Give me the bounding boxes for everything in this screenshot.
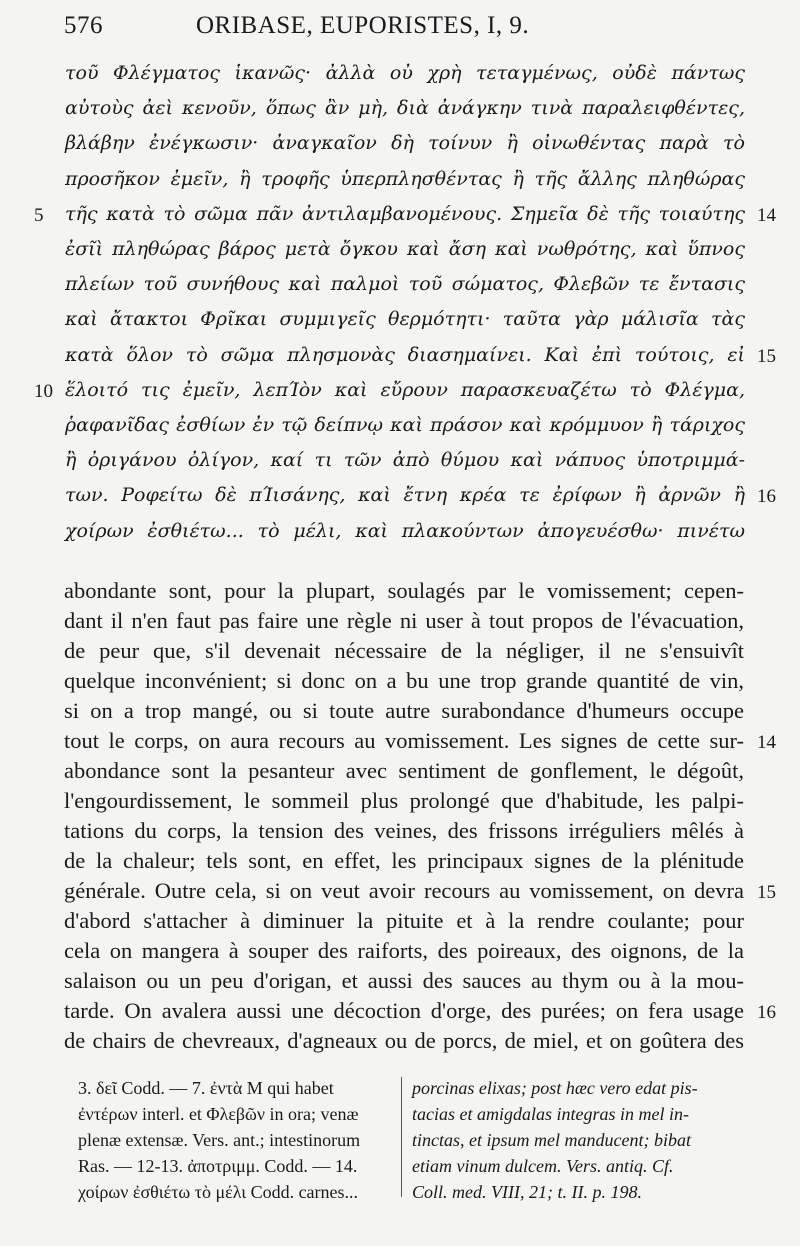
french-line: de peur que, s'il devenait nécessaire de la négliger, il ne s'ensuivît — [64, 638, 744, 663]
footnote-column-divider — [401, 1077, 402, 1197]
footnote-line: plenæ extensæ. Vers. ant.; intestinorum — [78, 1130, 361, 1150]
greek-line: αὐτοὺς ἀεὶ κενοῦν, ὅπως ἂν μὴ, διὰ ἀνάγκην τινὰ παραλειφθέντες, — [65, 97, 745, 120]
greek-line: τῆς κατὰ τὸ σῶμα πᾶν ἀντιλαμβανομένους. Σημεῖα δὲ τῆς τοιαύτης — [65, 202, 745, 225]
page-number: 576 — [64, 12, 103, 39]
french-line: tarde. On avalera aussi une décoction d'orge, des purées; on fera usage — [64, 998, 744, 1023]
footnote-line: Ras. — 12-13. ἀποτριμμ. Codd. — 14. — [78, 1156, 358, 1176]
section-number: 14 — [757, 204, 776, 226]
french-line: de la chaleur; tels sont, en effet, les principaux signes de la plénitude — [64, 848, 744, 873]
greek-line: κατὰ ὅλον τὸ σῶμα πλησμονὰς διασημαίνει. Καὶ ἐπὶ τούτοις, εἰ — [65, 343, 745, 366]
french-line: de chairs de chevreaux, d'agneaux ou de porcs, de miel, et on goûtera des — [64, 1028, 744, 1053]
french-line: tout le corps, on aura recours au vomissement. Les signes de cette sur- — [64, 728, 744, 753]
section-number: 16 — [757, 1002, 776, 1023]
greek-line: προσῆκον ἐμεῖν, ἢ τροφῆς ὑπερπλησθέντας ἢ τῆς ἄλλης πληθώρας — [65, 167, 745, 190]
section-number: 14 — [757, 732, 776, 753]
greek-line: των. Ροφείτω δὲ πΊισάνης, καὶ ἔτνη κρέα τε ἐρίφων ἢ ἀρνῶν ἢ — [65, 484, 745, 507]
greek-line: ἢ ὀριγάνου ὀλίγον, καί τι τῶν ἀπὸ θύμου καὶ νάπυος ὑποτριμμά- — [65, 449, 745, 472]
section-number: 16 — [757, 486, 776, 508]
french-line: abondance sont la pesanteur avec sentiment de gonflement, le dégoût, — [64, 758, 744, 783]
footnote-line: ἐντέρων interl. et Φλεβῶν in ora; venæ — [78, 1104, 359, 1124]
footnotes-left-column — [78, 1075, 400, 1205]
greek-line: ῥαφανῖδας ἐσθίων ἐν τῷ δείπνῳ καὶ πράσον καὶ κρόμμυον ἢ τάριχος — [65, 414, 745, 436]
section-number: 15 — [757, 345, 776, 367]
greek-line: βλάβην ἐνέγκωσιν· ἀναγκαῖον δὴ τοίνυν ἢ οἰνωθέντας παρὰ τὸ — [65, 132, 745, 155]
french-line: cela on mangera à souper des raiforts, des poireaux, des oignons, de la — [64, 938, 744, 963]
french-line: si on a trop mangé, ou si toute autre surabondance d'humeurs occupe — [64, 698, 744, 723]
greek-line: πλείων τοῦ συνήθους καὶ παλμοὶ τοῦ σώματος, Φλεβῶν τε ἔντασις — [65, 273, 745, 296]
footnotes — [64, 1075, 754, 1235]
page-header — [64, 12, 624, 46]
footnote-line: tacias et amigdalas integras in mel in- — [412, 1104, 689, 1124]
section-number: 15 — [757, 882, 776, 903]
footnote-line: tinctas, et ipsum mel manducent; bibat — [412, 1130, 691, 1150]
footnote-line: 3. δεῖ Codd. — 7. ἐντὰ M qui habet — [78, 1078, 334, 1098]
french-line: générale. Outre cela, si on veut avoir recours au vomissement, on devra — [64, 878, 744, 903]
french-line: tations du corps, la tension des veines, des frissons irréguliers mêlés à — [64, 818, 744, 843]
line-number: 5 — [34, 204, 44, 226]
greek-line: χοίρων ἐσθιέτω... τὸ μέλι, καὶ πλακούντων ἀπογευέσθω· πινέτω — [65, 519, 745, 542]
line-number: 10 — [34, 380, 53, 402]
running-title: ORIBASE, EUPORISTES, I, 9. — [196, 12, 530, 39]
greek-line: τοῦ Φλέγματος ἱκανῶς· ἀλλὰ οὐ χρὴ τεταγμένως, οὐδὲ πάντως — [65, 62, 745, 84]
greek-line: ἕλοιτό τις ἐμεῖν, λεπΊὸν καὶ εὔρουν παρασκευαζέτω τὸ Φλέγμα, — [65, 378, 745, 401]
greek-line: καὶ ἄτακτοι Φρῖκαι συμμιγεῖς θερμότητι· ταῦτα γὰρ μάλισῖα τὰς — [65, 308, 745, 331]
footnote-line: etiam vinum dulcem. Vers. antiq. Cf. — [412, 1156, 674, 1176]
footnote-line: χοίρων ἐσθιέτω τὸ μέλι Codd. carnes... — [78, 1182, 359, 1202]
footnote-line: porcinas elixas; post hæc vero edat pis- — [412, 1078, 698, 1098]
footnotes-right-column — [412, 1075, 748, 1205]
french-line: d'abord s'attacher à diminuer la pituite et à la rendre coulante; pour — [64, 908, 744, 933]
french-line: quelque inconvénient; si donc on a bu une trop grande quantité de vin, — [64, 668, 744, 693]
french-line: abondante sont, pour la plupart, soulagés par le vomissement; cepen- — [64, 578, 744, 603]
french-line: dant il n'en faut pas faire une règle ni user à tout propos de l'évacuation, — [64, 608, 744, 633]
french-line: l'engourdissement, le sommeil plus prolongé que d'habitude, les palpi- — [64, 788, 744, 813]
footnote-line: Coll. med. VIII, 21; t. II. p. 198. — [412, 1182, 642, 1202]
greek-line: ἐσῖὶ πληθώρας βάρος μετὰ ὄγκου καὶ ἄση καὶ νωθρότης, καὶ ὕπνος — [65, 238, 745, 260]
french-line: salaison ou un peu d'origan, et aussi des sauces au thym ou à la mou- — [64, 968, 744, 993]
